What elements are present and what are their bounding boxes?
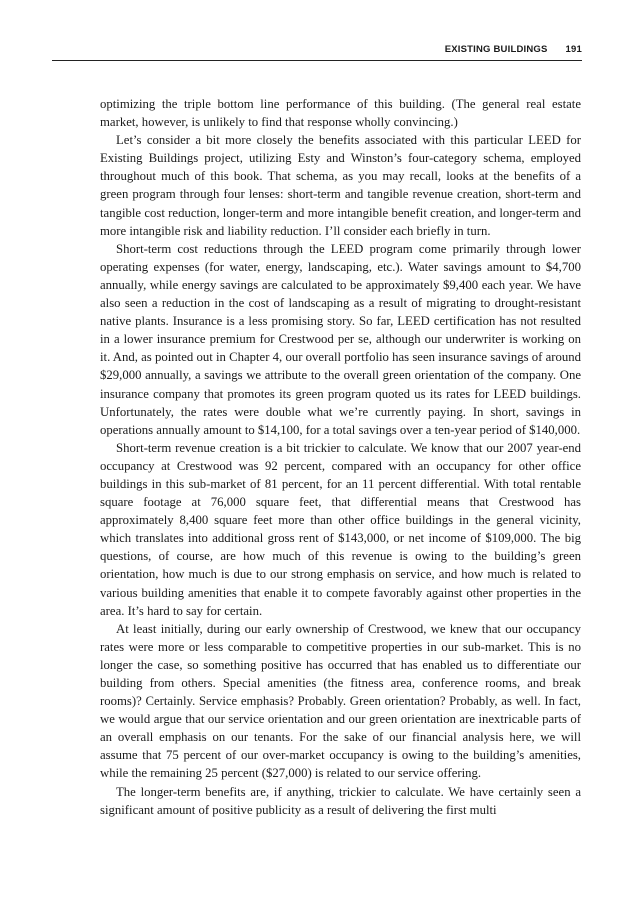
paragraph-occupancy: At least initially, during our early ownership of Crestwood, we knew that our occupancy rates were more or less comparable to competitive properties in our sub-market. This is no longer the case, so something positive has occurred that has enabled us to differentiate our building from others. Special amenities (the fitness area, conference rooms, and break rooms)? Certainly. Service emphasis? Probably. Green orientation? Probably, as well. In fact, we would argue that our service orientation and our green orientation are inextricable parts of an overall emphasis on our tenants. For the sake of our financial analysis here, we will assume that 75 percent of our over-market occupancy is owing to the building’s amenities, while the remaining 25 percent ($27,000) is related to our service offering. [100,621,581,781]
paragraph-benefits-schema: Let’s consider a bit more closely the benefits associated with this particular LEED for Existing Buildings project, utilizing Esty and Winston’s four-category schema, employed throughout much of this book. That schema, as you may recall, looks at the benefits of a green program through four lenses: short-term and tangible revenue creation, short-term and tangible cost reduction, longer-term and more intangible benefit creation, and longer-term and more intangible risk and liability reduction. I’ll consider each briefly in turn. [100,133,581,238]
section-title: EXISTING BUILDINGS [444,44,548,55]
paragraph-revenue-creation: Short-term revenue creation is a bit trickier to calculate. We know that our 2007 year-end occupancy at Crestwood was 92 percent, compared with an occupancy for other office buildings in this sub-market of 81 percent, for an 11 percent differential. With total rentable square footage at 76,000 square feet, that differential means that Crestwood has approximately 8,400 square feet more than other office buildings in the general vicinity, which translates into additional gross rent of $143,000, or net income of $109,000. The big questions, of course, are how much of this revenue is owing to the building’s green orientation, how much is due to our strong emphasis on service, and how much is related to various building amenities that enable it to compete favorably against other properties in the area. It’s hard to say for certain. [100,440,581,618]
body-text [100,95,581,819]
paragraph-longer-term: The longer-term benefits are, if anything, trickier to calculate. We have certainly seen a significant amount of positive publicity as a result of delivering the first multi [100,784,581,817]
page-number: 191 [565,44,582,55]
paragraph-continuation: optimizing the triple bottom line performance of this building. (The general real estate market, however, is unlikely to find that response wholly convincing.) [100,97,581,130]
running-header [52,42,582,61]
paragraph-cost-reductions: Short-term cost reductions through the LEED program come primarily through lower operating expenses (for water, energy, landscaping, etc.). Water savings amount to $4,700 annually, while energy savings are calculated to be approximately $9,400 each year. We have also seen a reduction in the cost of landscaping as a result of migrating to drought-resistant native plants. Insurance is a less promising story. So far, LEED certification has not resulted in a lower insurance premium for Crestwood per se, although our underwriter is working on it. And, as pointed out in Chapter 4, our overall portfolio has seen insurance savings of around $29,000 annually, a savings we attribute to the overall green orientation of the company. One insurance company that promotes its green program quoted us its rates for LEED buildings. Unfortunately, the rates were double what we’re currently paying. In short, savings in operations annually amount to $14,100, for a total savings over a ten-year period of $140,000. [100,241,581,437]
